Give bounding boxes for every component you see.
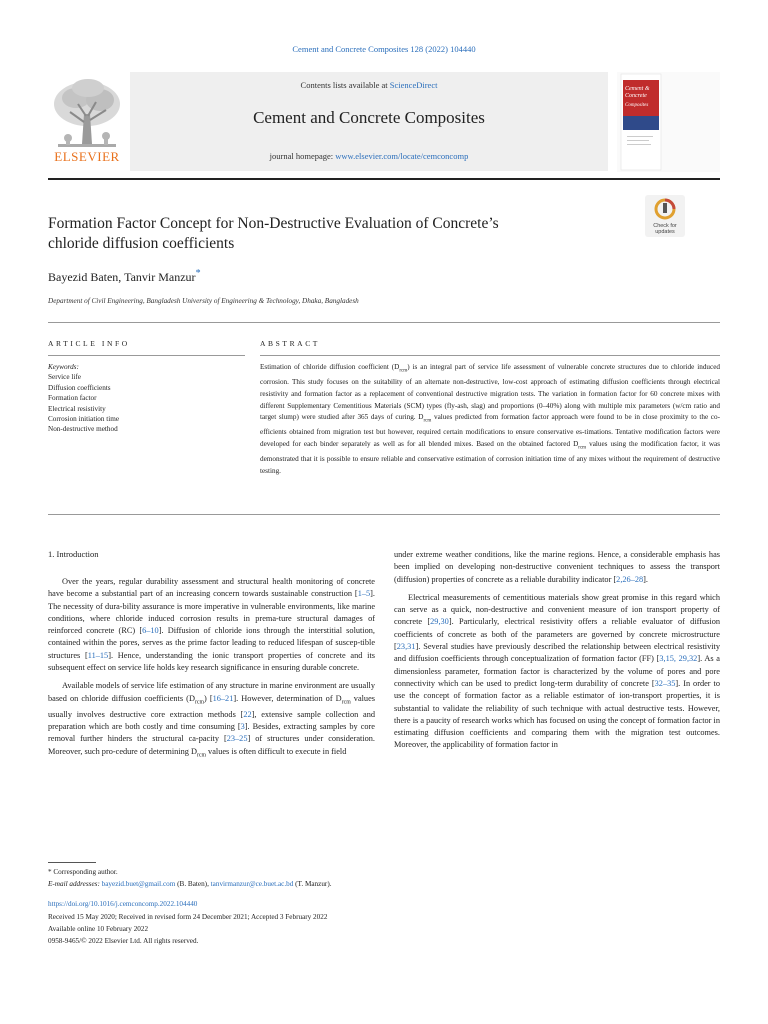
keyword-item: Service life [48,373,81,382]
citation-link[interactable]: 16–21 [212,693,234,703]
citation-link[interactable]: 6–10 [142,626,159,636]
citation-link[interactable]: 2,26–28 [616,574,644,584]
body-column-left [48,576,375,767]
contents-line [130,80,608,90]
journal-homepage-link[interactable]: www.elsevier.com/locate/cemconcomp [335,151,469,161]
badge-text-line-1: Check for [653,223,677,229]
email-link-baten[interactable]: bayezid.buet@gmail.com [101,880,176,888]
check-for-updates-icon[interactable] [645,195,685,237]
footnote-corresponding: * Corresponding author. [48,868,118,876]
text-segment: under extreme weather conditions, like the marine regions. Hence, a considerable emphasis has been implied on developing non-destructive convenient techniques to assess the transport (diffusion) properties of concrete as a reliable durability indicator [ [394,550,720,584]
paragraph [48,576,375,674]
text-segment: ]. However, determination of D [233,693,342,703]
citation-link[interactable]: 3,15, 29,32 [659,654,698,664]
text-segment: values usually involves destructive core extraction methods [ [48,693,375,719]
email-name: (T. Manzur). [293,880,332,888]
divider [48,322,720,323]
text-segment: ] of structures under consideration. Moreover, such pro-cedure of determining D [48,734,375,756]
body-column-right [394,549,720,758]
citation-link[interactable]: 32–35 [654,678,676,688]
abstract-segment: values using the modification factor, it was demonstrated that it is possible to ensure reliable and conservative estimation of corrosion initiation time of any mixes without the requirement of destructive testing. [260,440,720,475]
doi-link[interactable]: https://doi.org/10.1016/j.cemconcomp.2022.104440 [48,900,198,908]
homepage-line [130,151,608,161]
subscript-rcm: rcm [341,699,351,706]
article-info-heading: ARTICLE INFO [48,339,130,348]
email-label: E-mail addresses: [48,880,102,888]
citation-link[interactable]: 29,30 [430,617,449,627]
keyword-item: Diffusion coefficients [48,383,111,392]
received-dates: Received 15 May 2020; Received in revised form 24 December 2021; Accepted 3 February 2022 [48,913,328,921]
section-heading-introduction: 1. Introduction [48,549,99,559]
title-line-2: chloride diffusion coefficients [48,235,235,252]
abstract-segment: ) is an integral part of service life assessment of vulnerable concrete structures due to chloride induced corrosion. This study focuses on the suitability of an alternate non-destructive, low-cost approach of estimating diffusion coefficients through electrical resistivity and formation factor as a replacement of conventional destructive migration tests. The variation in formation factor for 60 concrete mixes with different Supplementary Cementitious Materials (SCM) types (fly-ash, slag) and proportions (0–40%) along with multiple mix parameters (w/cm ratio and target slump) were studied after 365 days of curing. D [260,363,721,422]
subscript-rcm: rcm [399,368,408,374]
email-link-manzur[interactable]: tanvirmanzur@ce.buet.ac.bd [210,880,294,888]
keywords-title: Keywords: [48,363,79,371]
text-segment: ]. Hence, understanding the ionic transport properties of concrete and its subsequent effect on service life holds key research significance in ensuring durable concrete. [48,650,375,673]
subscript-rcm: rcm [578,445,587,451]
text-segment: Electrical measurements of cementitious materials show great promise in this regard which can serve as a quick, non-destructive and convenient measure of ion transport property of concrete [ [394,592,720,627]
divider [48,514,720,515]
text-segment: ]. Particularly, electrical resistivity offers a reliable evaluator of diffusion coefficients of concrete as both of the parameters are governed by concrete microstructure [ [394,617,720,652]
online-date: Available online 10 February 2022 [48,925,149,933]
badge-text-line-2: updates [655,229,675,235]
paragraph [48,680,375,761]
authors-text: Bayezid Baten, Tanvir Manzur [48,270,196,284]
text-segment: ]. Besides, extracting samples by core removal further hinders the structural ca-pacity [ [48,721,375,744]
keyword-item: Electrical resistivity [48,404,106,413]
journal-name: Cement and Concrete Composites [253,108,485,127]
homepage-prefix: journal homepage: [269,151,336,161]
abstract-text [260,362,720,478]
text-segment: ]. In order to use the concept of formation factor as a reliable estimator of ion-transport properties, it is substantial to validate the reliability of such technique with actual destructive tests. However, there is a paucity of research works which has focused on using the concept of formation factor in estimating diffusion coefficients and comparing them with the migration test outcomes. Moreover, the applicability of formation factor in [394,678,720,750]
article-title [48,214,608,254]
corresponding-author-mark[interactable]: * [195,268,201,279]
abstract-segment: Estimation of chloride diffusion coefficient (D [260,363,400,371]
footnote-rule [48,862,96,863]
footnote-emails [48,880,332,888]
abstract-heading: ABSTRACT [260,339,320,348]
text-segment: Over the years, regular durability assessment and structural health monitoring of concrete have become a substantial part of an increasing concern towards sustainable construction [ [48,577,375,599]
issn-copyright: 0958-9465/© 2022 Elsevier Ltd. All rights reserved. [48,937,199,945]
divider [48,355,245,356]
citation-link[interactable]: 11–15 [87,650,109,660]
subscript-rcm: rcm [194,699,204,706]
paragraph [394,592,720,752]
author-list [48,268,201,285]
elsevier-wordmark: ELSEVIER [54,149,120,164]
contents-prefix: Contents lists available at [300,80,390,90]
cover-title-line-3: Composites [625,103,649,108]
text-segment: values is often difficult to execute in field [205,746,347,756]
text-segment: ]. [643,574,648,584]
paragraph [394,549,720,586]
text-segment: ) [ [203,693,213,703]
subscript-rcm: rcm [196,752,206,759]
citation-link[interactable]: 22 [243,709,252,719]
text-segment: ]. As a dimensionless parameter, formation factor is characterized by the volume of pores and pore connectivity which can be used to predict long-term durability of concrete [ [394,654,720,688]
journal-cover-image[interactable] [617,72,720,172]
text-segment: ], extensive sample collection and preparation which are both costly and time consuming [ [48,709,375,731]
keyword-item: Corrosion initiation time [48,415,120,424]
text-segment: Available models of service life estimation of any structure in marine environment are usually based on chloride diffusion coefficients (D [48,681,375,703]
citation-link[interactable]: 1–5 [357,589,371,599]
keyword-item: Non-destructive method [48,425,118,434]
text-segment: ]. Diffusion of chloride ions through the interstitial solution, contained within the pores, serves as the prime factor leading to reduced lifespan of suscep-tible structures [ [48,626,375,660]
cover-title-line-1: Cement & [625,86,650,92]
header-rule [48,178,720,180]
keyword-item: Formation factor [48,394,97,403]
divider [260,355,720,356]
title-line-1: Formation Factor Concept for Non-Destructive Evaluation of Concrete’s [48,215,499,232]
citation-link[interactable]: 23,31 [396,642,416,652]
text-segment: ]. The necessity of dura-bility assurance is more imperative in vulnerable environments, like marine conditions, where chloride induced corrosion results in prema-ture structural damages of reinforced concrete (RC) [ [48,589,375,636]
cover-title-line-2: Concrete [625,93,647,99]
citation-link[interactable]: 23–25 [226,734,248,744]
journal-citation-link[interactable]: Cement and Concrete Composites 128 (2022) 104440 [292,44,476,54]
affiliation: Department of Civil Engineering, Bangladesh University of Engineering & Technology, Dhaka, Bangladesh [48,297,359,305]
sciencedirect-link[interactable]: ScienceDirect [389,80,438,90]
subscript-rcm: rcm [423,418,432,424]
keywords-block [48,362,245,435]
abstract-segment: values predicted from formation factor approach were found to be in close proximity to the co-efficients obtained from migration test but however, required certain modifications to ensure conservative es-timations. Tentative modification factors were developed for each binder separately as well as for all blended mixes. Based on the obtained factored D [260,413,720,449]
text-segment: ]. Several studies have previously described the relationship between electrical resistivity and diffusion coefficients through conceptualization of formation factor (FF) [ [394,642,720,664]
email-name: (B. Baten), [175,880,211,888]
citation-link[interactable]: 3 [240,721,245,731]
